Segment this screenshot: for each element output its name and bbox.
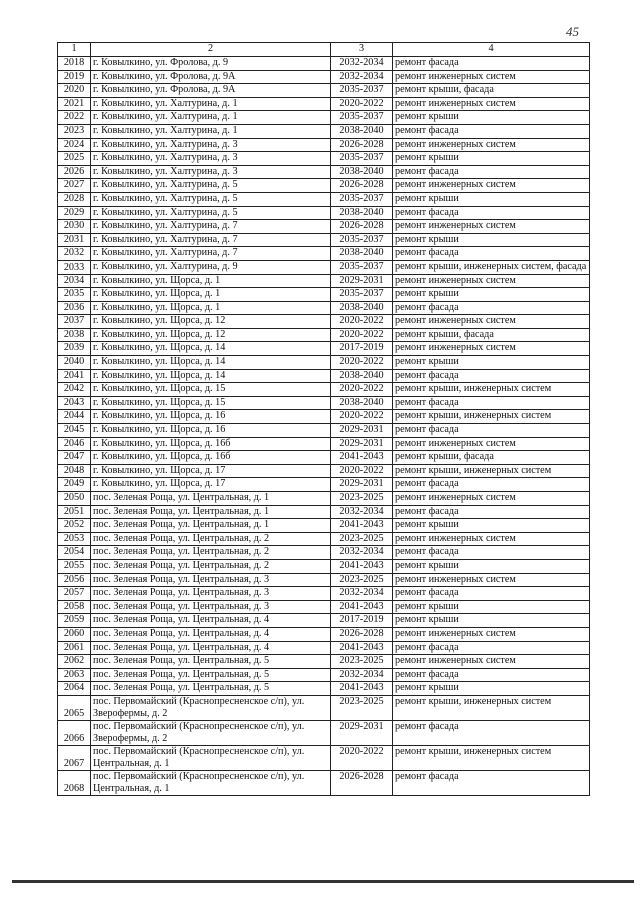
table-row [58,437,590,451]
table-row [58,192,590,206]
table-row [58,301,590,315]
table-row [58,546,590,560]
row-address: г. Ковылкино, ул. Щорса, д. 15 [91,383,331,397]
row-years: 2029-2031 [331,478,393,492]
row-work-type: ремонт фасада [393,587,590,601]
table-row [58,720,590,745]
row-number: 2023 [58,124,91,138]
row-address: пос. Зеленая Роща, ул. Центральная, д. 5 [91,668,331,682]
row-work-type: ремонт инженерных систем [393,342,590,356]
row-years: 2020-2022 [331,410,393,424]
row-years: 2029-2031 [331,424,393,438]
row-years: 2026-2028 [331,627,393,641]
row-address: г. Ковылкино, ул. Халтурина, д. 5 [91,179,331,193]
row-address: г. Ковылкино, ул. Щорса, д. 15 [91,396,331,410]
row-years: 2020-2022 [331,383,393,397]
row-years: 2041-2043 [331,600,393,614]
row-work-type: ремонт инженерных систем [393,179,590,193]
row-work-type: ремонт фасада [393,247,590,261]
row-address: г. Ковылкино, ул. Халтурина, д. 1 [91,111,331,125]
table-row [58,641,590,655]
row-number: 2018 [58,57,91,71]
table-row [58,424,590,438]
row-number: 2034 [58,274,91,288]
row-address: г. Ковылкино, ул. Халтурина, д. 5 [91,206,331,220]
row-number: 2059 [58,614,91,628]
row-address: г. Ковылкино, ул. Щорса, д. 14 [91,356,331,370]
row-number: 2054 [58,546,91,560]
row-number: 2044 [58,410,91,424]
row-address: г. Ковылкино, ул. Фролова, д. 9А [91,84,331,98]
row-years: 2023-2025 [331,695,393,720]
table-row [58,770,590,795]
row-work-type: ремонт крыши, инженерных систем [393,383,590,397]
table-row [58,668,590,682]
row-number: 2027 [58,179,91,193]
table-row [58,247,590,261]
row-work-type: ремонт фасада [393,396,590,410]
row-work-type: ремонт крыши, инженерных систем [393,464,590,478]
row-address: пос. Зеленая Роща, ул. Центральная, д. 5 [91,682,331,696]
row-address: г. Ковылкино, ул. Щорса, д. 12 [91,328,331,342]
row-number: 2022 [58,111,91,125]
row-address: г. Ковылкино, ул. Халтурина, д. 3 [91,152,331,166]
row-address: г. Ковылкино, ул. Халтурина, д. 5 [91,192,331,206]
row-years: 2035-2037 [331,260,393,274]
row-years: 2032-2034 [331,587,393,601]
row-address: пос. Зеленая Роща, ул. Центральная, д. 2 [91,532,331,546]
row-address: пос. Зеленая Роща, ул. Центральная, д. 1 [91,492,331,506]
row-work-type: ремонт крыши [393,288,590,302]
table-row [58,124,590,138]
row-number: 2051 [58,505,91,519]
scan-edge-line [12,880,634,883]
row-number: 2024 [58,138,91,152]
row-years: 2041-2043 [331,682,393,696]
row-years: 2035-2037 [331,192,393,206]
row-address: г. Ковылкино, ул. Халтурина, д. 1 [91,124,331,138]
row-number: 2025 [58,152,91,166]
row-address: г. Ковылкино, ул. Фролова, д. 9А [91,70,331,84]
table-row [58,84,590,98]
row-address: г. Ковылкино, ул. Щорса, д. 16б [91,437,331,451]
table-row [58,627,590,641]
row-address: пос. Зеленая Роща, ул. Центральная, д. 1 [91,505,331,519]
row-number: 2068 [58,770,91,795]
row-years: 2032-2034 [331,546,393,560]
table-row [58,274,590,288]
row-years: 2023-2025 [331,492,393,506]
row-address: пос. Первомайский (Краснопресненское с/п), ул. Центральная, д. 1 [91,745,331,770]
row-years: 2041-2043 [331,519,393,533]
row-number: 2036 [58,301,91,315]
row-address: пос. Первомайский (Краснопресненское с/п), ул. Центральная, д. 1 [91,770,331,795]
table-row [58,138,590,152]
table-row [58,614,590,628]
row-work-type: ремонт фасада [393,206,590,220]
row-work-type: ремонт крыши [393,682,590,696]
row-work-type: ремонт фасада [393,546,590,560]
row-years: 2029-2031 [331,720,393,745]
row-work-type: ремонт фасада [393,165,590,179]
table-row [58,682,590,696]
table-row [58,559,590,573]
column-header-work: 4 [393,43,590,57]
row-number: 2058 [58,600,91,614]
row-years: 2038-2040 [331,124,393,138]
row-years: 2038-2040 [331,247,393,261]
row-years: 2038-2040 [331,396,393,410]
table-row [58,383,590,397]
row-work-type: ремонт крыши [393,356,590,370]
row-address: г. Ковылкино, ул. Щорса, д. 14 [91,342,331,356]
table-row [58,111,590,125]
row-address: г. Ковылкино, ул. Халтурина, д. 7 [91,247,331,261]
row-years: 2032-2034 [331,668,393,682]
row-address: г. Ковылкино, ул. Фролова, д. 9 [91,57,331,71]
column-header-number: 1 [58,43,91,57]
row-work-type: ремонт инженерных систем [393,315,590,329]
row-years: 2026-2028 [331,220,393,234]
row-number: 2049 [58,478,91,492]
row-years: 2026-2028 [331,138,393,152]
row-work-type: ремонт инженерных систем [393,573,590,587]
row-number: 2060 [58,627,91,641]
row-number: 2042 [58,383,91,397]
table-row [58,328,590,342]
row-number: 2021 [58,97,91,111]
row-number: 2063 [58,668,91,682]
row-address: пос. Зеленая Роща, ул. Центральная, д. 5 [91,655,331,669]
row-address: г. Ковылкино, ул. Щорса, д. 14 [91,369,331,383]
table-row [58,152,590,166]
table-row [58,600,590,614]
row-years: 2026-2028 [331,770,393,795]
row-address: г. Ковылкино, ул. Халтурина, д. 3 [91,138,331,152]
table-row [58,492,590,506]
column-header-address: 2 [91,43,331,57]
row-number: 2045 [58,424,91,438]
table-row [58,573,590,587]
row-work-type: ремонт крыши, инженерных систем [393,695,590,720]
row-work-type: ремонт фасада [393,57,590,71]
row-address: пос. Первомайский (Краснопресненское с/п), ул. Зверофермы, д. 2 [91,695,331,720]
table-row [58,464,590,478]
row-work-type: ремонт крыши, фасада [393,84,590,98]
row-work-type: ремонт фасада [393,505,590,519]
row-years: 2038-2040 [331,165,393,179]
row-work-type: ремонт инженерных систем [393,655,590,669]
row-address: г. Ковылкино, ул. Щорса, д. 16 [91,424,331,438]
table-row [58,505,590,519]
table-row [58,451,590,465]
program-table [57,42,590,796]
table-row [58,260,590,274]
table-row [58,519,590,533]
row-address: пос. Зеленая Роща, ул. Центральная, д. 3 [91,573,331,587]
row-address: г. Ковылкино, ул. Халтурина, д. 9 [91,260,331,274]
row-address: пос. Зеленая Роща, ул. Центральная, д. 1 [91,519,331,533]
table-row [58,97,590,111]
row-address: пос. Зеленая Роща, ул. Центральная, д. 4 [91,641,331,655]
row-number: 2033 [58,260,91,274]
row-address: пос. Зеленая Роща, ул. Центральная, д. 2 [91,546,331,560]
row-years: 2020-2022 [331,328,393,342]
row-years: 2032-2034 [331,57,393,71]
row-work-type: ремонт инженерных систем [393,492,590,506]
row-years: 2026-2028 [331,179,393,193]
table-row [58,745,590,770]
table-row [58,342,590,356]
row-number: 2067 [58,745,91,770]
row-work-type: ремонт фасада [393,124,590,138]
row-work-type: ремонт крыши, фасада [393,451,590,465]
row-years: 2041-2043 [331,559,393,573]
row-years: 2020-2022 [331,315,393,329]
row-years: 2032-2034 [331,70,393,84]
row-number: 2061 [58,641,91,655]
row-work-type: ремонт инженерных систем [393,627,590,641]
table-row [58,206,590,220]
table-row [58,356,590,370]
row-number: 2043 [58,396,91,410]
row-work-type: ремонт инженерных систем [393,532,590,546]
row-address: г. Ковылкино, ул. Щорса, д. 16б [91,451,331,465]
row-address: г. Ковылкино, ул. Халтурина, д. 1 [91,97,331,111]
row-work-type: ремонт фасада [393,369,590,383]
table-row [58,165,590,179]
row-address: г. Ковылкино, ул. Щорса, д. 17 [91,478,331,492]
column-header-years: 3 [331,43,393,57]
row-number: 2047 [58,451,91,465]
row-number: 2035 [58,288,91,302]
row-years: 2020-2022 [331,356,393,370]
row-number: 2040 [58,356,91,370]
row-work-type: ремонт инженерных систем [393,437,590,451]
table-row [58,369,590,383]
row-work-type: ремонт крыши, фасада [393,328,590,342]
row-number: 2029 [58,206,91,220]
table-row [58,179,590,193]
row-years: 2017-2019 [331,614,393,628]
row-work-type: ремонт крыши, инженерных систем [393,410,590,424]
table-row [58,288,590,302]
table-row [58,410,590,424]
row-years: 2020-2022 [331,745,393,770]
table-row [58,655,590,669]
row-work-type: ремонт инженерных систем [393,70,590,84]
row-work-type: ремонт инженерных систем [393,97,590,111]
table-header-row [58,43,590,57]
row-work-type: ремонт инженерных систем [393,138,590,152]
row-years: 2041-2043 [331,641,393,655]
row-years: 2023-2025 [331,532,393,546]
row-address: г. Ковылкино, ул. Халтурина, д. 7 [91,220,331,234]
row-work-type: ремонт инженерных систем [393,220,590,234]
row-number: 2031 [58,233,91,247]
row-address: г. Ковылкино, ул. Халтурина, д. 3 [91,165,331,179]
row-years: 2035-2037 [331,233,393,247]
row-number: 2057 [58,587,91,601]
row-number: 2019 [58,70,91,84]
row-address: г. Ковылкино, ул. Щорса, д. 17 [91,464,331,478]
row-number: 2030 [58,220,91,234]
row-work-type: ремонт крыши [393,233,590,247]
row-years: 2038-2040 [331,301,393,315]
row-work-type: ремонт фасада [393,478,590,492]
row-years: 2029-2031 [331,437,393,451]
row-work-type: ремонт крыши [393,600,590,614]
table-body [58,57,590,796]
table-row [58,478,590,492]
row-years: 2035-2037 [331,152,393,166]
row-years: 2035-2037 [331,84,393,98]
row-years: 2035-2037 [331,288,393,302]
row-address: г. Ковылкино, ул. Щорса, д. 1 [91,301,331,315]
row-number: 2032 [58,247,91,261]
row-number: 2052 [58,519,91,533]
row-work-type: ремонт крыши, инженерных систем, фасада [393,260,590,274]
row-number: 2038 [58,328,91,342]
row-work-type: ремонт крыши [393,152,590,166]
row-years: 2038-2040 [331,206,393,220]
table-row [58,233,590,247]
row-number: 2048 [58,464,91,478]
row-number: 2050 [58,492,91,506]
row-years: 2041-2043 [331,451,393,465]
page-number: 45 [566,24,579,39]
row-number: 2020 [58,84,91,98]
row-work-type: ремонт крыши, инженерных систем [393,745,590,770]
row-number: 2056 [58,573,91,587]
row-number: 2028 [58,192,91,206]
table-row [58,396,590,410]
table-row [58,70,590,84]
row-work-type: ремонт крыши [393,614,590,628]
row-address: г. Ковылкино, ул. Щорса, д. 12 [91,315,331,329]
row-address: пос. Зеленая Роща, ул. Центральная, д. 4 [91,627,331,641]
row-number: 2055 [58,559,91,573]
row-years: 2023-2025 [331,655,393,669]
row-number: 2026 [58,165,91,179]
row-address: г. Ковылкино, ул. Щорса, д. 1 [91,288,331,302]
row-address: пос. Зеленая Роща, ул. Центральная, д. 2 [91,559,331,573]
row-years: 2020-2022 [331,464,393,478]
table-row [58,220,590,234]
row-years: 2038-2040 [331,369,393,383]
row-address: г. Ковылкино, ул. Щорса, д. 16 [91,410,331,424]
row-years: 2023-2025 [331,573,393,587]
table-row [58,695,590,720]
table-row [58,587,590,601]
row-number: 2041 [58,369,91,383]
table-row [58,532,590,546]
row-work-type: ремонт крыши [393,519,590,533]
row-address: пос. Первомайский (Краснопресненское с/п), ул. Зверофермы, д. 2 [91,720,331,745]
row-work-type: ремонт фасада [393,770,590,795]
row-work-type: ремонт фасада [393,301,590,315]
row-address: г. Ковылкино, ул. Щорса, д. 1 [91,274,331,288]
row-number: 2064 [58,682,91,696]
row-work-type: ремонт крыши [393,192,590,206]
row-years: 2029-2031 [331,274,393,288]
row-number: 2066 [58,720,91,745]
row-work-type: ремонт фасада [393,668,590,682]
row-work-type: ремонт фасада [393,720,590,745]
row-number: 2062 [58,655,91,669]
row-number: 2039 [58,342,91,356]
row-number: 2065 [58,695,91,720]
row-work-type: ремонт крыши [393,111,590,125]
row-address: пос. Зеленая Роща, ул. Центральная, д. 3 [91,600,331,614]
row-years: 2017-2019 [331,342,393,356]
table-row [58,315,590,329]
row-work-type: ремонт инженерных систем [393,274,590,288]
row-work-type: ремонт фасада [393,641,590,655]
row-address: пос. Зеленая Роща, ул. Центральная, д. 4 [91,614,331,628]
row-years: 2035-2037 [331,111,393,125]
row-address: пос. Зеленая Роща, ул. Центральная, д. 3 [91,587,331,601]
row-number: 2037 [58,315,91,329]
row-address: г. Ковылкино, ул. Халтурина, д. 7 [91,233,331,247]
row-work-type: ремонт крыши [393,559,590,573]
row-work-type: ремонт фасада [393,424,590,438]
table-row [58,57,590,71]
row-number: 2046 [58,437,91,451]
row-years: 2032-2034 [331,505,393,519]
row-years: 2020-2022 [331,97,393,111]
row-number: 2053 [58,532,91,546]
